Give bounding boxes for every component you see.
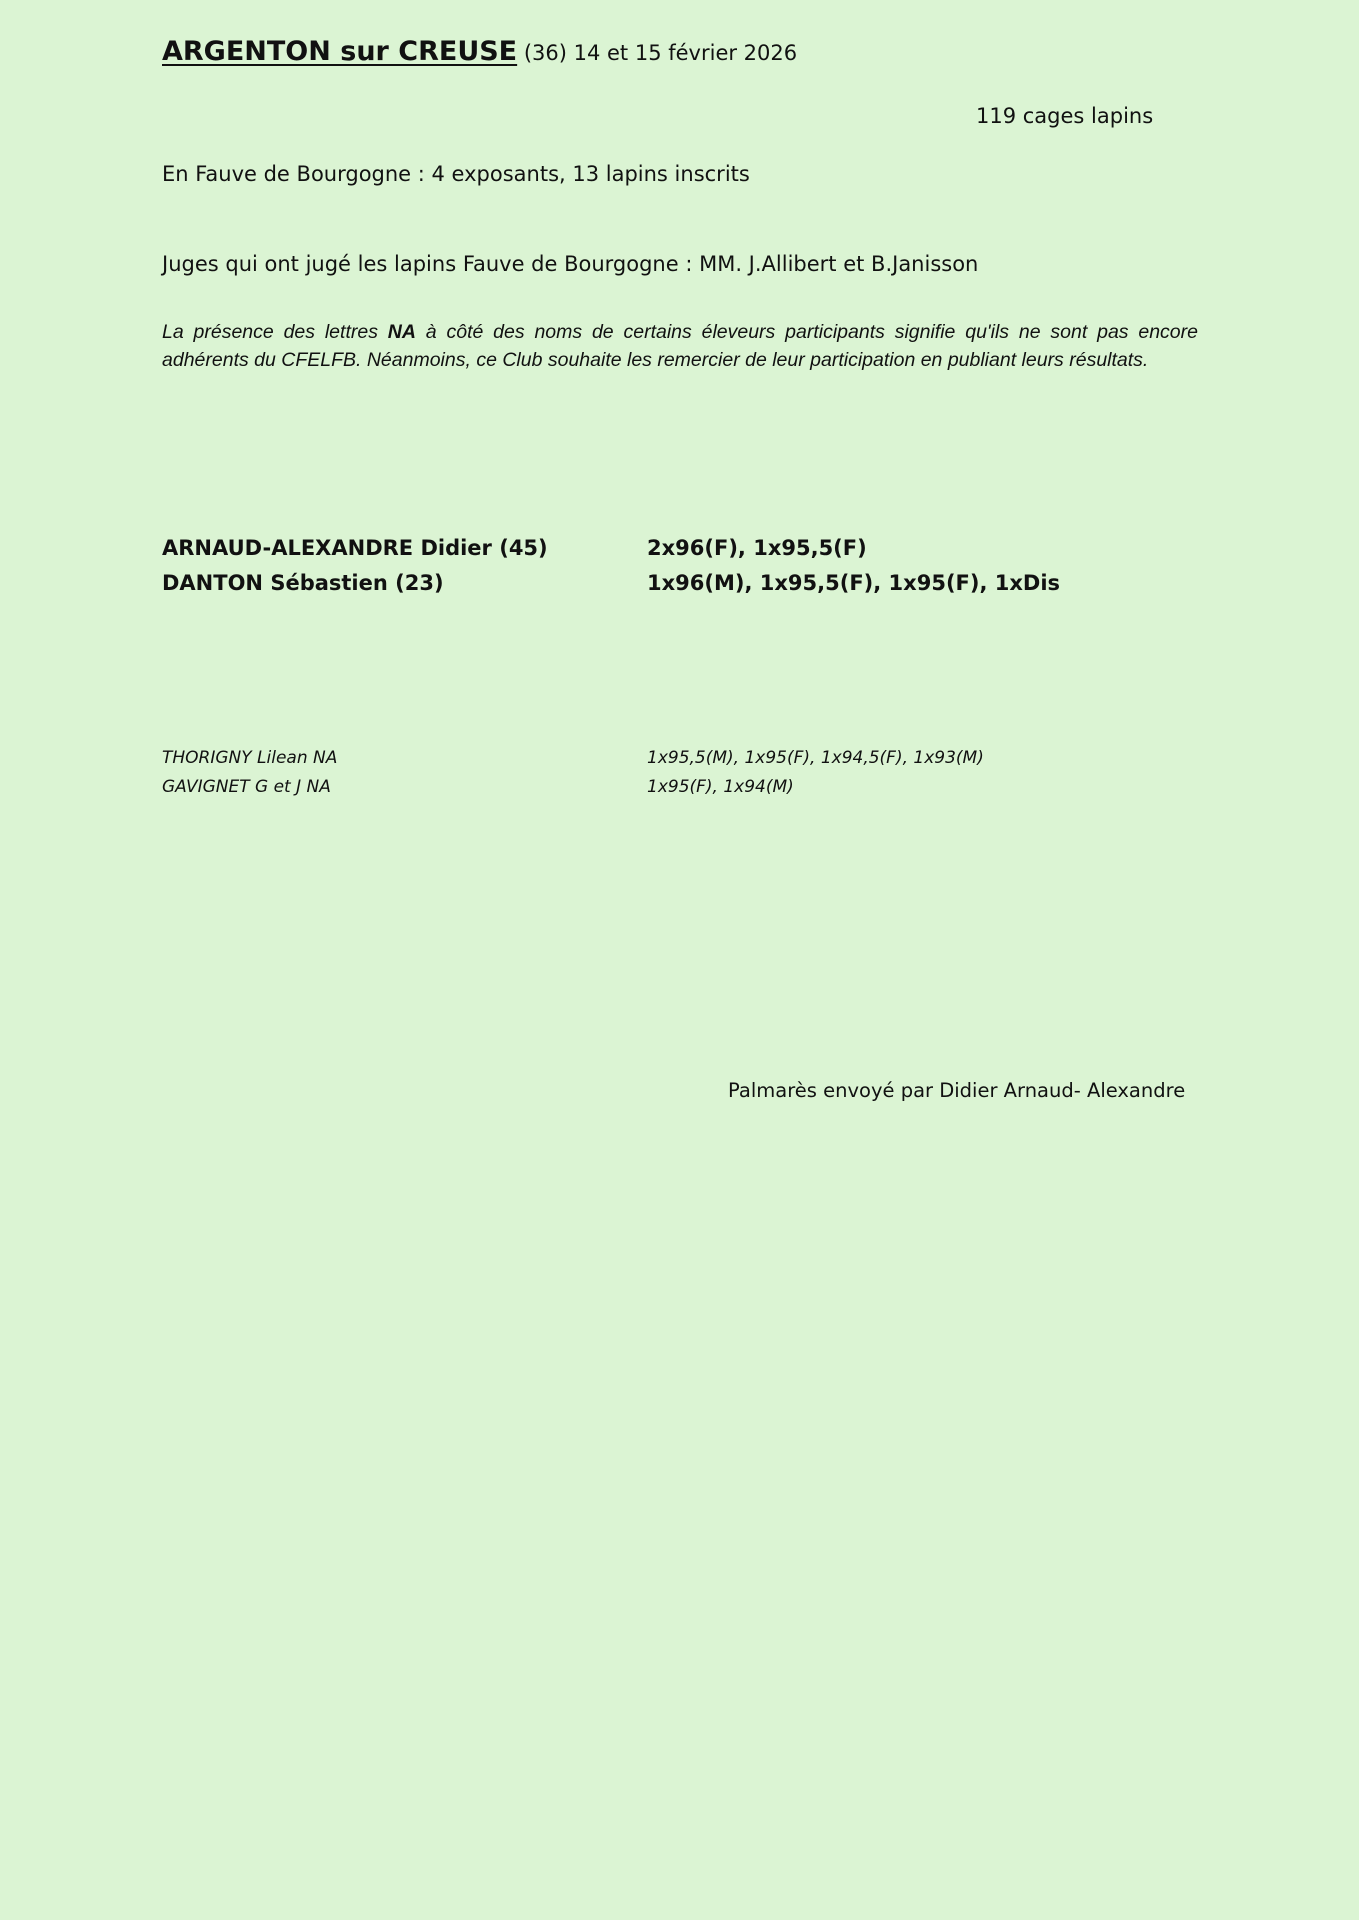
member-breeder-results: 2x96(F), 1x95,5(F) — [647, 536, 867, 560]
note-na-marker: NA — [387, 321, 416, 343]
na-explanation-note — [162, 318, 1198, 374]
sender-credit: Palmarès envoyé par Didier Arnaud- Alexandre — [728, 1079, 1186, 1102]
non-member-breeder-results: 1x95(F), 1x94(M) — [647, 777, 794, 797]
page-title — [162, 36, 797, 67]
non-member-breeder-name: GAVIGNET G et J NA — [162, 777, 331, 797]
member-breeder-results: 1x96(M), 1x95,5(F), 1x95(F), 1xDis — [647, 571, 1061, 595]
member-breeder-name: ARNAUD-ALEXANDRE Didier (45) — [162, 536, 548, 560]
show-location-title: ARGENTON sur CREUSE — [162, 36, 518, 67]
non-member-breeder-results: 1x95,5(M), 1x95(F), 1x94,5(F), 1x93(M) — [647, 748, 984, 768]
note-text-start: La présence des lettres — [162, 321, 388, 343]
show-dates: (36) 14 et 15 février 2026 — [523, 41, 798, 65]
note-text-end: à côté des noms de certains éleveurs participants signifie qu'ils ne sont pas encore adhérents du CFELFB. Néanmoins, ce Club souhaite les remercier de leur participation en publiant leurs résultats. — [162, 321, 1198, 371]
member-breeder-name: DANTON Sébastien (23) — [162, 571, 444, 595]
breed-summary: En Fauve de Bourgogne : 4 exposants, 13 lapins inscrits — [162, 162, 750, 186]
non-member-breeder-name: THORIGNY Lilean NA — [162, 748, 338, 768]
judges-line: Juges qui ont jugé les lapins Fauve de Bourgogne : MM. J.Allibert et B.Janisson — [162, 252, 979, 276]
cages-count: 119 cages lapins — [976, 104, 1154, 128]
